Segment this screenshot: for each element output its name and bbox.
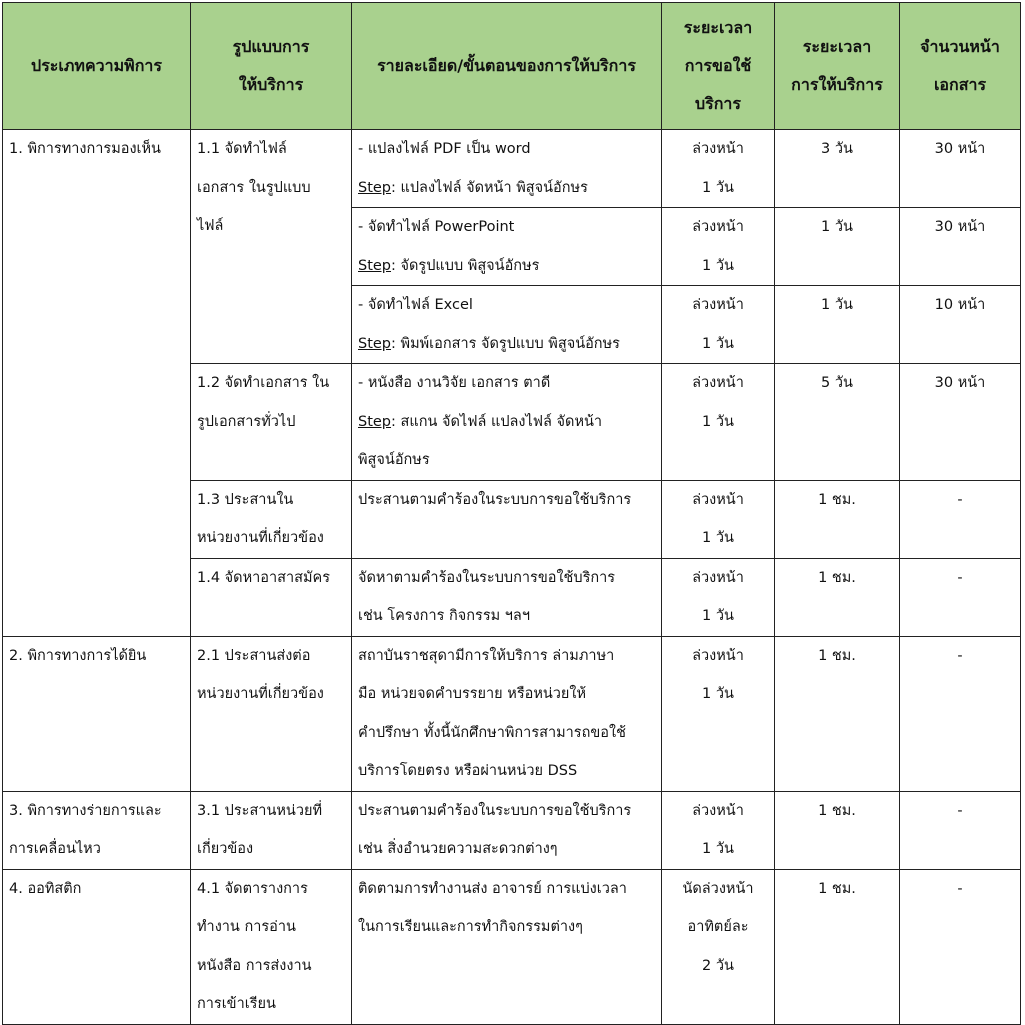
request-cell: ล่วงหน้า 1 วัน	[662, 791, 775, 869]
header-service-period: ระยะเวลา การให้บริการ	[775, 3, 900, 130]
details-cell: สถาบันราชสุดามีการให้บริการ ล่ามภาษา มือ หน่วยจดคำบรรยาย หรือหน่วยให้ คำปรึกษา ทั้งนี้นักศึกษาพิการสามารถขอใช้ บริการโดยตรง หรือผ่านหน่วย DSS	[352, 636, 662, 791]
header-row	[3, 3, 1021, 130]
format-cell: 1.1 จัดทำไฟล์ เอกสาร ในรูปแบบ ไฟล์	[191, 130, 352, 364]
type-cell: 1. พิการทางการมองเห็น	[3, 130, 191, 637]
table-row	[3, 791, 1021, 869]
service-cell: 1 ชม.	[775, 636, 900, 791]
format-cell: 3.1 ประสานหน่วยที่ เกี่ยวข้อง	[191, 791, 352, 869]
request-cell: ล่วงหน้า 1 วัน	[662, 636, 775, 791]
pages-cell: 30 หน้า	[900, 130, 1021, 208]
format-cell: 1.3 ประสานใน หน่วยงานที่เกี่ยวข้อง	[191, 480, 352, 558]
details-cell: ติดตามการทำงานส่ง อาจารย์ การแบ่งเวลา ในการเรียนและการทำกิจกรรมต่างๆ	[352, 869, 662, 1024]
header-page-count: จำนวนหน้า เอกสาร	[900, 3, 1021, 130]
details-cell: - หนังสือ งานวิจัย เอกสาร ตาดี Step: สแกน จัดไฟล์ แปลงไฟล์ จัดหน้า พิสูจน์อักษร	[352, 364, 662, 481]
type-cell: 3. พิการทางร่ายการและ การเคลื่อนไหว	[3, 791, 191, 869]
header-service-format: รูปแบบการ ให้บริการ	[191, 3, 352, 130]
pages-cell: -	[900, 869, 1021, 1024]
pages-cell: 30 หน้า	[900, 364, 1021, 481]
pages-cell: -	[900, 791, 1021, 869]
header-request-period: ระยะเวลา การขอใช้ บริการ	[662, 3, 775, 130]
service-cell: 5 วัน	[775, 364, 900, 481]
service-cell: 1 วัน	[775, 286, 900, 364]
table-row	[3, 130, 1021, 208]
request-cell: นัดล่วงหน้า อาทิตย์ละ 2 วัน	[662, 869, 775, 1024]
details-cell: ประสานตามคำร้องในระบบการขอใช้บริการ เช่น สิ่งอำนวยความสะดวกต่างๆ	[352, 791, 662, 869]
header-disability-type: ประเภทความพิการ	[3, 3, 191, 130]
details-cell: - จัดทำไฟล์ PowerPoint Step: จัดรูปแบบ พิสูจน์อักษร	[352, 208, 662, 286]
details-cell: จัดหาตามคำร้องในระบบการขอใช้บริการ เช่น โครงการ กิจกรรม ฯลฯ	[352, 558, 662, 636]
details-cell: - จัดทำไฟล์ Excel Step: พิมพ์เอกสาร จัดรูปแบบ พิสูจน์อักษร	[352, 286, 662, 364]
pages-cell: -	[900, 558, 1021, 636]
format-cell: 2.1 ประสานส่งต่อ หน่วยงานที่เกี่ยวข้อง	[191, 636, 352, 791]
request-cell: ล่วงหน้า 1 วัน	[662, 364, 775, 481]
details-cell: ประสานตามคำร้องในระบบการขอใช้บริการ	[352, 480, 662, 558]
type-cell: 2. พิการทางการได้ยิน	[3, 636, 191, 791]
service-cell: 1 ชม.	[775, 869, 900, 1024]
service-cell: 1 ชม.	[775, 480, 900, 558]
request-cell: ล่วงหน้า 1 วัน	[662, 208, 775, 286]
service-cell: 1 ชม.	[775, 791, 900, 869]
format-cell: 1.4 จัดหาอาสาสมัคร	[191, 558, 352, 636]
pages-cell: -	[900, 480, 1021, 558]
services-table	[2, 2, 1021, 1025]
table-row	[3, 869, 1021, 1024]
service-cell: 1 วัน	[775, 208, 900, 286]
service-cell: 3 วัน	[775, 130, 900, 208]
request-cell: ล่วงหน้า 1 วัน	[662, 130, 775, 208]
type-cell: 4. ออทิสติก	[3, 869, 191, 1024]
request-cell: ล่วงหน้า 1 วัน	[662, 480, 775, 558]
format-cell: 1.2 จัดทำเอกสาร ใน รูปเอกสารทั่วไป	[191, 364, 352, 481]
format-cell: 4.1 จัดตารางการ ทำงาน การอ่าน หนังสือ การส่งงาน การเข้าเรียน	[191, 869, 352, 1024]
pages-cell: 10 หน้า	[900, 286, 1021, 364]
table-row	[3, 636, 1021, 791]
details-cell: - แปลงไฟล์ PDF เป็น word Step: แปลงไฟล์ จัดหน้า พิสูจน์อักษร	[352, 130, 662, 208]
request-cell: ล่วงหน้า 1 วัน	[662, 286, 775, 364]
header-details: รายละเอียด/ขั้นตอนของการให้บริการ	[352, 3, 662, 130]
pages-cell: -	[900, 636, 1021, 791]
request-cell: ล่วงหน้า 1 วัน	[662, 558, 775, 636]
pages-cell: 30 หน้า	[900, 208, 1021, 286]
service-cell: 1 ชม.	[775, 558, 900, 636]
